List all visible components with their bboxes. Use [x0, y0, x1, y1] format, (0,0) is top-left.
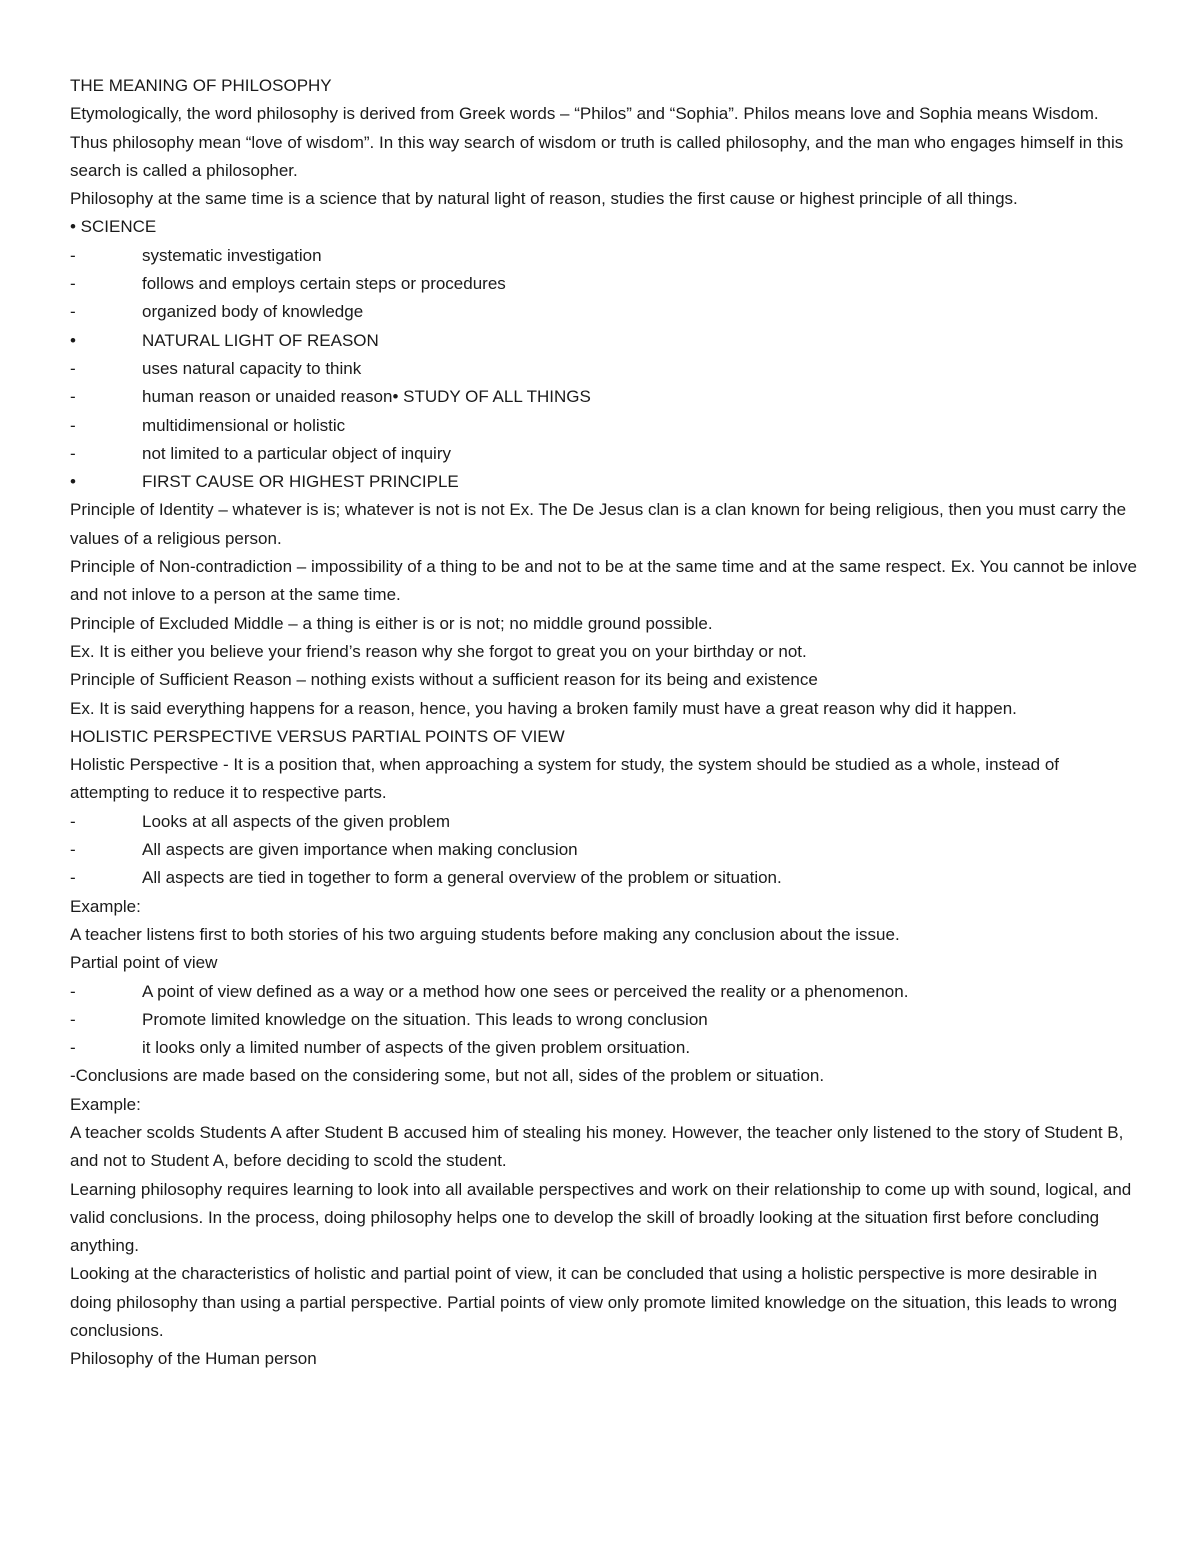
holistic-definition: Holistic Perspective - It is a position that, when approaching a system for study, the system should be studied as a whole, instead of attempting to reduce it to respective parts.	[70, 755, 1060, 803]
bullet-icon: •	[70, 472, 76, 492]
dash-marker: -	[70, 274, 76, 294]
natural-light-heading	[70, 327, 1138, 355]
sufficient-reason-example: Ex. It is said everything happens for a reason, hence, you having a broken family must have a great reason why did it happen.	[70, 698, 1017, 718]
list-item	[70, 836, 1138, 864]
list-item	[70, 270, 1138, 298]
dash-marker: -	[70, 358, 76, 378]
list-item	[70, 1006, 1138, 1034]
first-cause-heading	[70, 468, 1138, 496]
dash-marker: -	[70, 1038, 76, 1058]
list-item	[70, 383, 1138, 411]
partial-conclusion: -Conclusions are made based on the considering some, but not all, sides of the problem or situation.	[70, 1066, 825, 1086]
science-heading: • SCIENCE	[70, 217, 157, 237]
excluded-middle-example: Ex. It is either you believe your friend’s reason why she forgot to great you on your birthday or not.	[70, 641, 807, 661]
list-item-text: Looks at all aspects of the given problem	[142, 811, 451, 831]
love-of-wisdom-paragraph: Thus philosophy mean “love of wisdom”. In this way search of wisdom or truth is called philosophy, and the man who engages himself in this search is called a philosopher.	[70, 132, 1124, 180]
partial-heading: Partial point of view	[70, 953, 218, 973]
dash-marker: -	[70, 811, 76, 831]
dash-marker: -	[70, 443, 76, 463]
dash-marker: -	[70, 245, 76, 265]
heading-text: FIRST CAUSE OR HIGHEST PRINCIPLE	[142, 472, 459, 492]
list-item	[70, 864, 1138, 892]
final-line: Philosophy of the Human person	[70, 1349, 317, 1369]
list-item-text: uses natural capacity to think	[142, 358, 362, 378]
list-item-text: not limited to a particular object of inquiry	[142, 443, 451, 463]
learning-paragraph: Learning philosophy requires learning to look into all available perspectives and work on their relationship to come up with sound, logical, and valid conclusions. In the process, doing philosophy helps one to develop the skill of broadly looking at the situation first before concluding anything.	[70, 1179, 1132, 1256]
list-item	[70, 440, 1138, 468]
list-item	[70, 978, 1138, 1006]
list-item-text: it looks only a limited number of aspects of the given problem orsituation.	[142, 1038, 691, 1058]
document-title: THE MEANING OF PHILOSOPHY	[70, 76, 332, 95]
list-item	[70, 412, 1138, 440]
principle-of-sufficient-reason: Principle of Sufficient Reason – nothing exists without a sufficient reason for its being and existence	[70, 670, 818, 690]
list-item-text: All aspects are given importance when making conclusion	[142, 840, 578, 860]
document-page	[70, 72, 1138, 1374]
list-item	[70, 1034, 1138, 1062]
heading-text: NATURAL LIGHT OF REASON	[142, 330, 379, 350]
principle-of-non-contradiction: Principle of Non-contradiction – impossibility of a thing to be and not to be at the same time and at the same respect. Ex. You cannot be inlove and not inlove to a person at the same time.	[70, 557, 1137, 605]
holistic-heading: HOLISTIC PERSPECTIVE VERSUS PARTIAL POINTS OF VIEW	[70, 726, 565, 746]
holistic-example: A teacher listens first to both stories of his two arguing students before making any conclusion about the issue.	[70, 924, 900, 944]
science-definition-paragraph: Philosophy at the same time is a science that by natural light of reason, studies the first cause or highest principle of all things.	[70, 189, 1018, 209]
dash-marker: -	[70, 415, 76, 435]
list-item-text: human reason or unaided reason• STUDY OF ALL THINGS	[142, 387, 591, 407]
dash-marker: -	[70, 840, 76, 860]
list-item-text: multidimensional or holistic	[142, 415, 346, 435]
partial-example: A teacher scolds Students A after Student B accused him of stealing his money. However, the teacher only listened to the story of Student B, and not to Student A, before deciding to scold the student.	[70, 1122, 1124, 1171]
example-label: Example:	[70, 1094, 141, 1114]
etymology-paragraph: Etymologically, the word philosophy is derived from Greek words – “Philos” and “Sophia”. Philos means love and Sophia means Wisdom.	[70, 104, 1099, 124]
list-item-text: follows and employs certain steps or procedures	[142, 274, 506, 294]
example-label: Example:	[70, 896, 141, 916]
list-item-text: A point of view defined as a way or a method how one sees or perceived the reality or a phenomenon.	[142, 981, 909, 1001]
dash-marker: -	[70, 868, 76, 888]
bullet-icon: •	[70, 330, 76, 350]
list-item-text: All aspects are tied in together to form a general overview of the problem or situation.	[142, 868, 782, 888]
dash-marker: -	[70, 302, 76, 322]
dash-marker: -	[70, 981, 76, 1001]
principle-of-excluded-middle: Principle of Excluded Middle – a thing is either is or is not; no middle ground possible.	[70, 613, 713, 633]
list-item	[70, 355, 1138, 383]
list-item-text: Promote limited knowledge on the situation. This leads to wrong conclusion	[142, 1009, 708, 1029]
list-item-text: systematic investigation	[142, 245, 322, 265]
list-item	[70, 808, 1138, 836]
list-item	[70, 298, 1138, 326]
list-item-text: organized body of knowledge	[142, 302, 364, 322]
conclusion-paragraph: Looking at the characteristics of holistic and partial point of view, it can be concluded that using a holistic perspective is more desirable in doing philosophy than using a partial perspective. Partial points of view only promote limited knowledge on the situation, this leads to wrong conclusions.	[70, 1264, 1118, 1341]
principle-of-identity: Principle of Identity – whatever is is; whatever is not is not Ex. The De Jesus clan is a clan known for being religious, then you must carry the values of a religious person.	[70, 500, 1127, 548]
list-item	[70, 242, 1138, 270]
dash-marker: -	[70, 1009, 76, 1029]
dash-marker: -	[70, 387, 76, 407]
